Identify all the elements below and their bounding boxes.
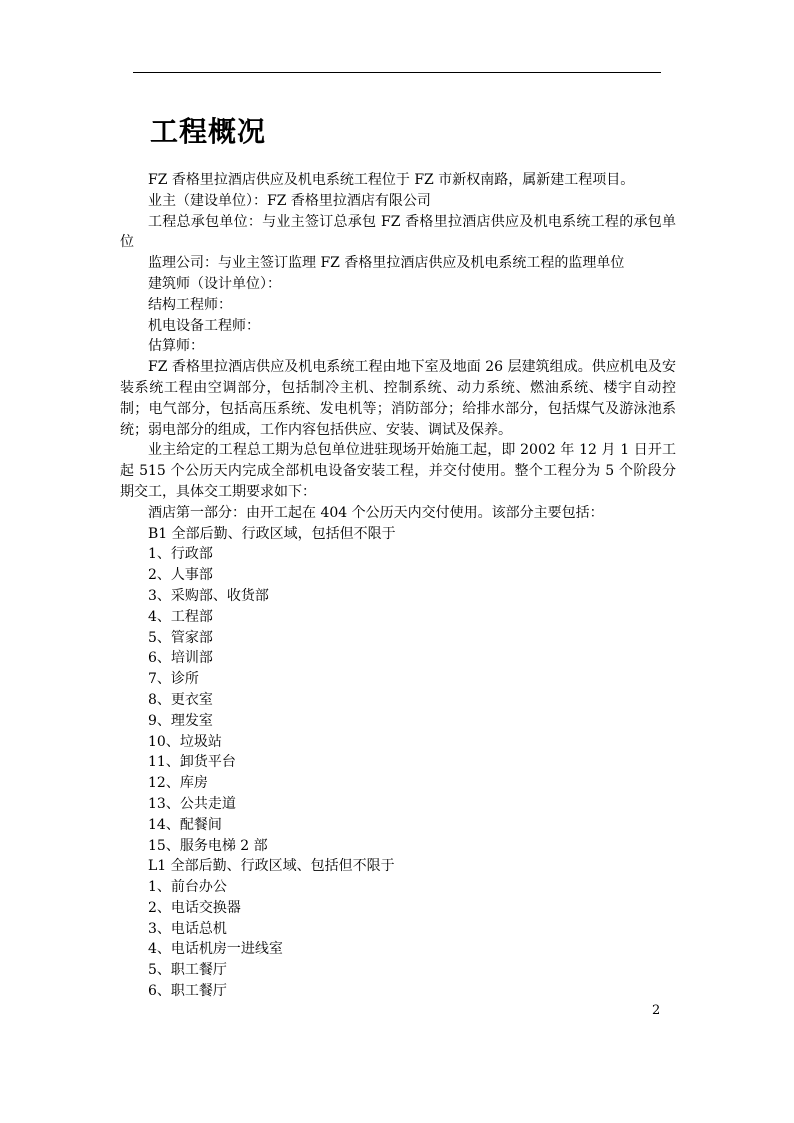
structural-engineer-line: 结构工程师： [148,296,232,313]
mep-engineer-line: 机电设备工程师： [148,317,260,334]
list-item: 2、电话交换器 [148,899,241,916]
supervisor-line: 监理公司：与业主签订监理 FZ 香格里拉酒店供应及机电系统工程的监理单位 [148,255,625,272]
scope-paragraph: FZ 香格里拉酒店供应及机电系统工程由地下室及地面 26 层建筑组成。供应机电及安装系统工程由空调部分，包括制冷主机、控制系统、动力系统、燃油系统、楼宇自动控制；电气部分，包括高压系统、发电机等；消防部分；给排水部分，包括煤气及游泳池系统；弱电部分的组成，工作内容包括供应、安装、调试及保养。 [120,359,676,438]
b1-heading: B1 全部后勤、行政区域，包括但不限于 [148,525,396,542]
list-item: 1、行政部 [148,546,213,563]
owner-line: 业主（建设单位）：FZ 香格里拉酒店有限公司 [148,192,431,209]
list-item: 3、采购部、收货部 [148,587,269,604]
list-item: 14、配餐间 [148,816,222,833]
list-item: 9、理发室 [148,712,213,729]
l1-heading: L1 全部后勤、行政区域、包括但不限于 [148,858,395,875]
list-item: 7、诊所 [148,671,199,688]
list-item: 3、电话总机 [148,920,227,937]
list-item: 10、垃圾站 [148,733,222,750]
estimator-line: 估算师： [148,338,204,355]
b1-list [120,544,676,856]
general-contractor-line: 工程总承包单位：与业主签订总承包 FZ 香格里拉酒店供应及机电系统工程的承包单位 [120,213,676,251]
page-number: 2 [652,1003,661,1018]
l1-list [120,877,676,1002]
schedule-paragraph: 业主给定的工程总工期为总包单位进驻现场开始施工起，即 2002 年 12 月 1 日开工起 515 个公历天内完成全部机电设备安装工程，并交付使用。整个工程分为 5 个阶段分期交工，具体交工期要求如下： [120,442,676,500]
intro-paragraph: FZ 香格里拉酒店供应及机电系统工程位于 FZ 市新权南路，属新建工程项目。 [148,172,635,188]
list-item: 1、前台办公 [148,879,227,896]
list-item: 12、库房 [148,775,208,792]
list-item: 5、管家部 [148,629,213,646]
list-item: 15、服务电梯 2 部 [148,837,268,854]
page-title: 工程概况 [150,115,267,148]
list-item: 2、人事部 [148,567,213,584]
phase-one-paragraph: 酒店第一部分：由开工起在 404 个公历天内交付使用。该部分主要包括： [148,504,604,521]
list-item: 6、培训部 [148,650,213,667]
list-item: 11、卸货平台 [148,754,236,771]
list-item: 13、公共走道 [148,795,236,812]
list-item: 4、工程部 [148,608,213,625]
list-item: 4、电话机房一进线室 [148,941,283,958]
list-item: 8、更衣室 [148,691,213,708]
list-item: 6、职工餐厅 [148,983,227,1000]
header-rule [133,72,661,73]
architect-line: 建筑师（设计单位）： [148,275,281,292]
list-item: 5、职工餐厅 [148,962,227,979]
document-body [120,170,676,1002]
